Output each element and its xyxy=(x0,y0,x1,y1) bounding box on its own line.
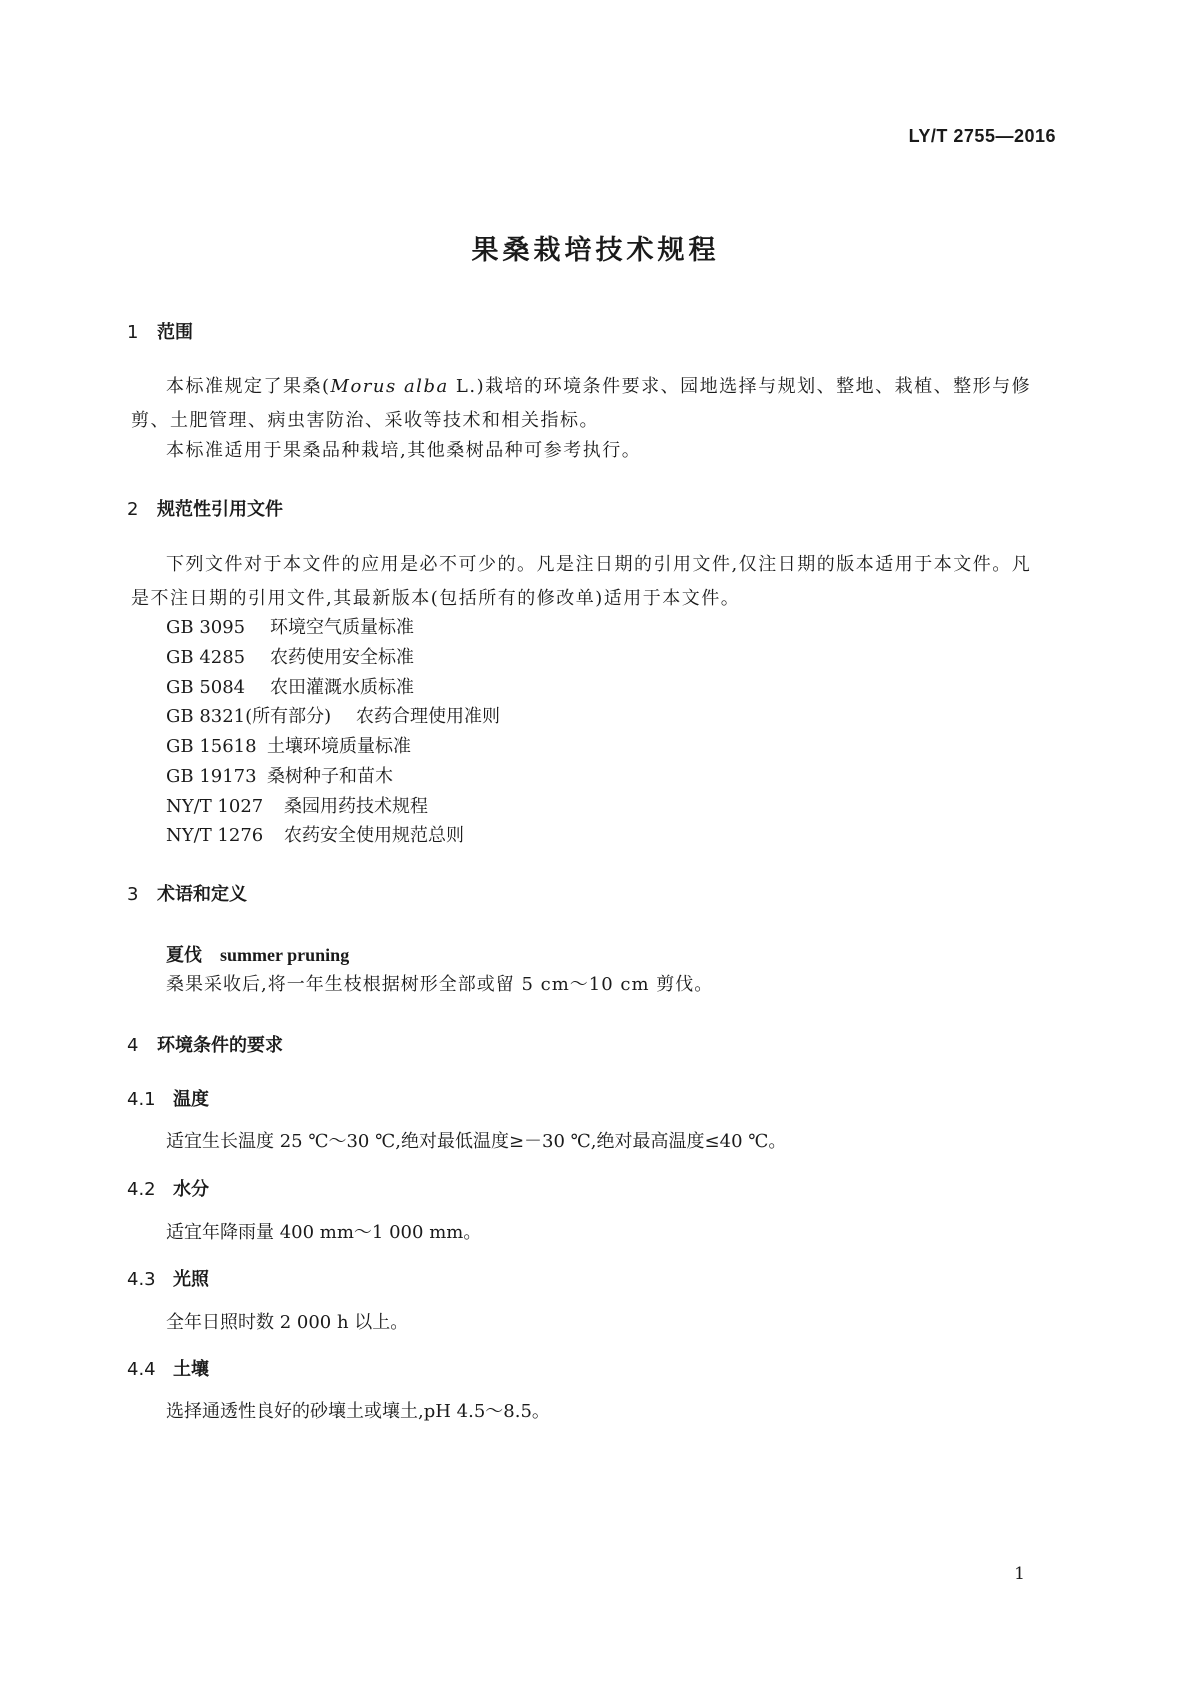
reference-item xyxy=(166,643,414,669)
reference-code: NY/T 1276 xyxy=(166,825,264,846)
reference-title: 土壤环境质量标准 xyxy=(267,736,411,757)
subsection-title: 土壤 xyxy=(173,1359,209,1380)
reference-code: GB 3095 xyxy=(166,617,246,638)
section-2-number: 2 xyxy=(127,499,139,520)
reference-item xyxy=(166,673,414,699)
reference-code: GB 5084 xyxy=(166,677,246,698)
reference-title: 农田灌溉水质标准 xyxy=(270,677,414,698)
section-2-heading xyxy=(127,495,283,521)
term-entry xyxy=(166,941,349,967)
reference-title: 农药合理使用准则 xyxy=(356,706,500,727)
subsection-4-2-text: 适宜年降雨量 400 mm～1 000 mm。 xyxy=(166,1222,482,1243)
subsection-title: 水分 xyxy=(173,1179,209,1200)
term-chinese: 夏伐 xyxy=(166,945,202,966)
section-1-paragraph-1: 本标准规定了果桑(Morus alba L.)栽培的环境条件要求、园地选择与规划、整地、栽植、整形与修剪、土肥管理、病虫害防治、采收等技术和相关指标。 xyxy=(131,376,1032,431)
subsection-number: 4.1 xyxy=(127,1089,156,1110)
reference-title: 桑园用药技术规程 xyxy=(284,796,428,817)
section-4-heading xyxy=(127,1031,283,1057)
subsection-4-2-heading xyxy=(127,1175,209,1201)
subsection-number: 4.3 xyxy=(127,1269,156,1290)
subsection-title: 温度 xyxy=(173,1089,209,1110)
section-2-title: 规范性引用文件 xyxy=(157,499,283,520)
section-1-paragraph-2: 本标准适用于果桑品种栽培,其他桑树品种可参考执行。 xyxy=(166,440,642,461)
section-2-paragraph: 下列文件对于本文件的应用是必不可少的。凡是注日期的引用文件,仅注日期的版本适用于本文件。凡是不注日期的引用文件,其最新版本(包括所有的修改单)适用于本文件。 xyxy=(131,554,1032,609)
reference-title: 农药安全使用规范总则 xyxy=(284,825,464,846)
subsection-4-3-heading xyxy=(127,1265,209,1291)
section-1-number: 1 xyxy=(127,322,139,343)
section-3-title: 术语和定义 xyxy=(157,884,247,905)
reference-title: 桑树种子和苗木 xyxy=(267,766,393,787)
subsection-4-4-text: 选择通透性良好的砂壤土或壤土,pH 4.5～8.5。 xyxy=(166,1401,550,1422)
subsection-number: 4.4 xyxy=(127,1359,156,1380)
subsection-number: 4.2 xyxy=(127,1179,156,1200)
term-definition: 桑果采收后,将一年生枝根据树形全部或留 5 cm～10 cm 剪伐。 xyxy=(166,974,714,995)
section-4-title: 环境条件的要求 xyxy=(157,1035,283,1056)
section-3-number: 3 xyxy=(127,884,139,905)
reference-code: GB 8321(所有部分) xyxy=(166,706,332,727)
reference-code: GB 4285 xyxy=(166,647,246,668)
reference-item xyxy=(166,821,464,847)
subsection-4-3-text: 全年日照时数 2 000 h 以上。 xyxy=(166,1312,409,1333)
document-title: 果桑栽培技术规程 xyxy=(471,235,720,266)
subsection-4-1-text: 适宜生长温度 25 ℃～30 ℃,绝对最低温度≥－30 ℃,绝对最高温度≤40 ℃。 xyxy=(166,1131,787,1152)
term-english: summer pruning xyxy=(220,945,350,965)
section-4-number: 4 xyxy=(127,1035,139,1056)
standard-code: LY/T 2755—2016 xyxy=(908,126,1056,146)
reference-title: 环境空气质量标准 xyxy=(270,617,414,638)
reference-item xyxy=(166,702,500,728)
subsection-4-4-heading xyxy=(127,1355,209,1381)
reference-code: GB 19173 xyxy=(166,766,257,787)
reference-item xyxy=(166,613,414,639)
latin-name: Morus alba xyxy=(330,376,449,397)
subsection-title: 光照 xyxy=(173,1269,209,1290)
section-3-heading xyxy=(127,880,247,906)
reference-item xyxy=(166,792,428,818)
subsection-4-1-heading xyxy=(127,1085,209,1111)
reference-code: NY/T 1027 xyxy=(166,796,264,817)
page-number: 1 xyxy=(1014,1564,1025,1584)
reference-item xyxy=(166,732,411,758)
reference-item xyxy=(166,762,393,788)
section-1-heading xyxy=(127,318,193,344)
reference-title: 农药使用安全标准 xyxy=(270,647,414,668)
section-1-title: 范围 xyxy=(157,322,193,343)
reference-code: GB 15618 xyxy=(166,736,257,757)
